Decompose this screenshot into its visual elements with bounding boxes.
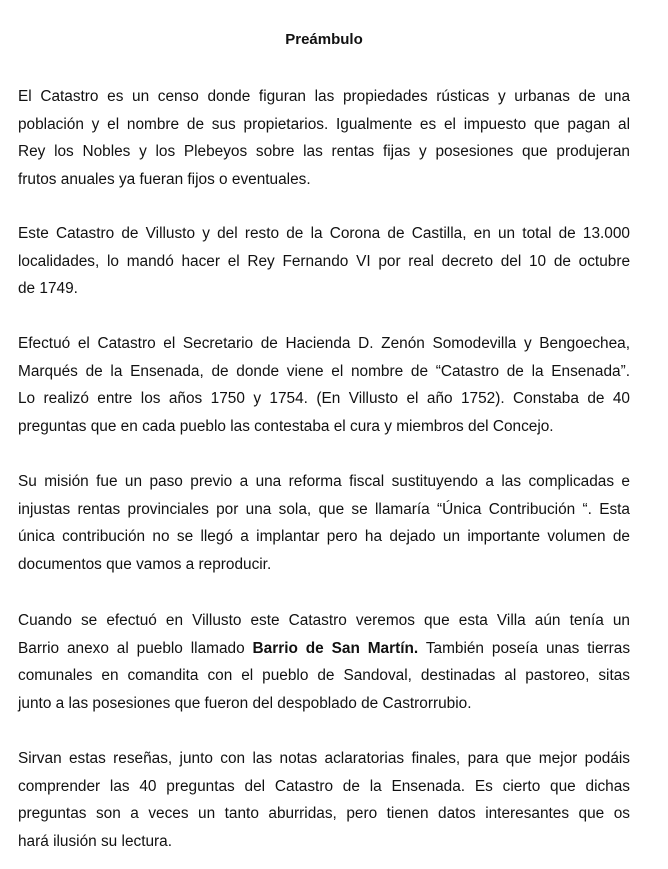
text-line: junto a las posesiones que fueron del despoblado de Castrorrubio. — [18, 694, 472, 712]
barrio-name: Barrio de San Martín. — [252, 639, 419, 657]
text-line: de 1749. — [18, 280, 78, 297]
text-line: Su misión fue un paso previo a una reforma fiscal sustituyendo a las complicadas e — [18, 473, 630, 490]
paragraph-definition — [18, 83, 630, 193]
text-line: localidades, lo mandó hacer el Rey Fernando VI por real decreto del 10 de octubre — [18, 252, 630, 270]
text-line: hará ilusión su lectura. — [18, 832, 172, 850]
paragraph-villusto — [18, 607, 630, 717]
text-line: Rey los Nobles y los Plebeyos sobre las rentas fijas y posesiones que produjeran — [18, 143, 630, 160]
text-line: Cuando se efectuó en Villusto este Catastro veremos que esta Villa aún tenía un — [18, 612, 630, 629]
text-line: injustas rentas provinciales por una sola, que se llamaría “Única Contribución “. Esta — [18, 500, 630, 518]
text-line: preguntas son a veces un tanto aburridas, pero tienen datos interesantes que os — [18, 805, 630, 822]
text-line: Efectuó el Catastro el Secretario de Hacienda D. Zenón Somodevilla y Bengoechea, — [18, 335, 630, 352]
text-line: documentos que vamos a reproducir. — [18, 555, 272, 573]
text-line: Marqués de la Ensenada, de donde viene el nombre de “Catastro de la Ensenada”. — [18, 362, 630, 380]
text-line: Este Catastro de Villusto y del resto de la Corona de Castilla, en un total de 13.000 — [18, 225, 630, 242]
text-line: Sirvan estas reseñas, junto con las notas aclaratorias finales, para que mejor podáis — [18, 750, 630, 767]
paragraph-ensenada — [18, 330, 630, 440]
text-segment: También poseía unas tierras — [418, 639, 631, 657]
paragraph-decree — [18, 220, 630, 303]
document-title: Preámbulo — [285, 31, 363, 48]
text-line: preguntas que en cada pueblo las contestaba el cura y miembros del Concejo. — [18, 417, 554, 435]
text-line: única contribución no se llegó a implantar pero ha dejado un importante volumen de — [18, 528, 630, 545]
paragraph-closing — [18, 745, 630, 855]
text-line: población y el nombre de sus propietarios. Igualmente es el impuesto que pagan al — [18, 115, 630, 133]
text-segment: Barrio anexo al pueblo llamado — [18, 639, 253, 657]
paragraph-mission — [18, 468, 630, 578]
text-line: Lo realizó entre los años 1750 y 1754. (En Villusto el año 1752). Constaba de 40 — [18, 390, 630, 407]
text-line: comprender las 40 preguntas del Catastro de la Ensenada. Es cierto que dichas — [18, 777, 630, 795]
text-line: comunales en comandita con el pueblo de Sandoval, destinadas al pastoreo, sitas — [18, 667, 630, 684]
text-line: frutos anuales ya fueran fijos o eventuales. — [18, 170, 311, 188]
text-line: El Catastro es un censo donde figuran las propiedades rústicas y urbanas de una — [18, 88, 630, 105]
text-line-with-bold — [18, 635, 630, 663]
